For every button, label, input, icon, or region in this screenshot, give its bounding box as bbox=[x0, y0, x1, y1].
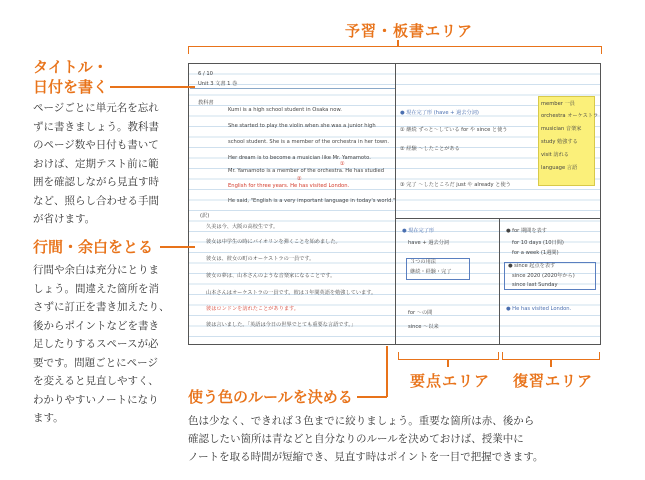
note-text-line: He said, "English is a very important language in today's world." bbox=[228, 198, 396, 204]
note-text-line-highlight: English for three years. He has visited London. bbox=[228, 183, 350, 189]
note-text-line: She started to play the violin when she was a junior high bbox=[228, 123, 376, 129]
sticky-line: language 言語 bbox=[541, 165, 578, 171]
heading-title-date-line1: タイトル・ bbox=[33, 58, 108, 76]
connector-color-rules bbox=[357, 396, 387, 398]
note-grammar-line: ② 経験 ～したことがある bbox=[400, 146, 460, 152]
note-grammar-line: ③ 完了 ～したところだ just や already と使う bbox=[400, 182, 511, 188]
zone-label-summary: 要点エリア bbox=[410, 372, 491, 390]
bracket-review bbox=[502, 352, 600, 360]
zone-label-review: 復習エリア bbox=[513, 372, 594, 390]
summary-line: 継続・経験・完了 bbox=[410, 269, 452, 275]
text-title-date: ページごとに単元名を忘れ ずに書きましょう。教科書 のページ数や日付も書いて おけば、定期テスト前に範 囲を確認しながら見直す時 など、照らし合わせる手間 が省けます。 bbox=[33, 102, 159, 225]
heading-spacing: 行間・余白をとる bbox=[33, 238, 154, 256]
note-jp-line: 彼女は中学生の時にバイオリンを弾くことを始めました。 bbox=[206, 239, 341, 245]
note-unit-title: Unit 3 文書 1 巻 bbox=[198, 81, 238, 87]
note-date: 6 / 10 bbox=[198, 71, 213, 77]
bracket-summary-tick bbox=[447, 360, 449, 367]
note-text-line: school student. She is a member of the orchestra in her town. bbox=[228, 139, 390, 145]
note-jp-line: 彼女は、彼女の町のオーケストラの一員です。 bbox=[206, 256, 315, 262]
sticky-line: musician 音楽家 bbox=[541, 126, 582, 132]
note-jp-line: 彼女の夢は、山本さんのような音楽家になることです。 bbox=[206, 273, 336, 279]
summary-head: ● 現在完了形 bbox=[402, 228, 435, 234]
sticky-line: study 勉強する bbox=[541, 139, 578, 145]
bracket-summary bbox=[398, 352, 499, 360]
connector-color-rules-tick bbox=[386, 346, 388, 397]
sticky-line: member 一員 bbox=[541, 101, 575, 107]
review-line: ● He has visited London. bbox=[506, 306, 572, 312]
note-circle-mark: ① bbox=[340, 161, 345, 167]
bracket-preview bbox=[188, 46, 602, 54]
review-line: for 10 days (10日間) bbox=[512, 240, 564, 246]
summary-line: ３つの用法 bbox=[410, 259, 436, 265]
summary-line: since ～以来 bbox=[408, 324, 439, 330]
summary-line: have + 過去分詞 bbox=[408, 240, 450, 246]
note-circle-mark: ② bbox=[297, 176, 302, 182]
heading-color-rules: 使う色のルールを決める bbox=[188, 388, 353, 406]
summary-line: for ～の間 bbox=[408, 310, 433, 316]
review-line: ● for 期間を表す bbox=[506, 228, 547, 234]
sticky-line: orchestra オーケストラ bbox=[541, 113, 599, 119]
review-line: for a week (1週間) bbox=[512, 250, 559, 256]
zone-label-preview: 予習・板書エリア bbox=[345, 22, 474, 40]
text-color-rules: 色は少なく、できれば３色までに絞りましょう。重要な箇所は赤、後から 確認したい箇所は青などと自分なりのルールを決めておけば、授業中に ノートを取る時間が短縮でき、見直す時はポイントを一目で把握できます。 bbox=[188, 415, 544, 463]
note-jp-line-highlight: 彼はロンドンを訪れたことがあります。 bbox=[206, 306, 299, 312]
bracket-review-tick bbox=[550, 360, 552, 367]
bracket-preview-tick bbox=[397, 40, 399, 47]
note-grammar-line: ① 継続 ずっと～している for や since と使う bbox=[400, 127, 508, 133]
connector-spacing bbox=[160, 246, 195, 248]
connector-title-date bbox=[110, 86, 195, 88]
text-spacing: 行間や余白は充分にとりま しょう。間違えた箇所を消 さずに訂正を書き加えたり、 後からポイントなどを書き 足したりするスペースが必 要です。問題ごとにページ を変えると見直しやすく、 わかりやすいノートになり ます。 bbox=[33, 264, 170, 424]
review-line: since 2020 (2020年から) bbox=[512, 273, 575, 279]
sticky-line: visit 訪れる bbox=[541, 152, 569, 158]
note-text-line: Mr. Yamamoto is a member of the orchestra. He has studied bbox=[228, 168, 385, 174]
review-line: since last Sunday bbox=[512, 282, 558, 288]
note-jp-line: 山本さんはオーケストラの一員です。彼は３年間英語を勉強しています。 bbox=[206, 290, 377, 296]
note-margin-mark: 教科書 bbox=[198, 100, 214, 106]
notebook-divider-summary bbox=[395, 218, 600, 219]
review-line: ● since 起点を表す bbox=[508, 263, 556, 269]
note-jp-line: (訳) bbox=[200, 213, 210, 219]
note-text-line: Kumi is a high school student in Osaka now. bbox=[228, 107, 342, 113]
note-grammar-head: ● 現在完了形 (have + 過去分詞) bbox=[400, 110, 479, 116]
note-text-line: Her dream is to become a musician like Mr. Yamamoto. bbox=[228, 155, 371, 161]
notebook-divider-review bbox=[499, 218, 500, 344]
note-jp-line: 彼は言いました。「英語は今日の世界でとても重要な言語です。」 bbox=[206, 322, 357, 328]
heading-title-date-line2: 日付を書く bbox=[33, 78, 109, 96]
note-jp-line: 久美は今、大阪の高校生です。 bbox=[206, 224, 279, 230]
